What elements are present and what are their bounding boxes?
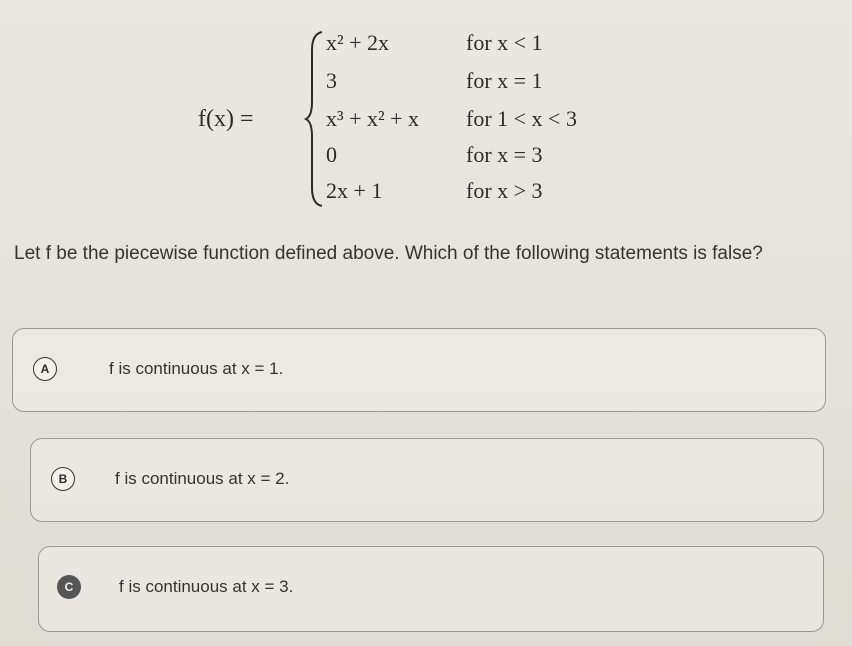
case-cond-4: for x = 3 xyxy=(466,142,543,167)
case-cond-1: for x < 1 xyxy=(466,30,543,55)
left-brace xyxy=(304,30,326,208)
option-text-c: f is continuous at x = 3. xyxy=(119,577,294,596)
case-expr-4: 0 xyxy=(326,142,337,167)
function-lhs xyxy=(198,106,254,133)
case-cond-2: for x = 1 xyxy=(466,68,543,93)
question-text: Let f be the piecewise function defined above. Which of the following statements is false? xyxy=(14,243,763,264)
case-cond-5: for x > 3 xyxy=(466,178,543,203)
case-expr-5: 2x + 1 xyxy=(326,178,383,203)
option-letter-b: B xyxy=(51,467,75,491)
answer-option-c[interactable] xyxy=(38,546,824,632)
case-expr-1: x² + 2x xyxy=(326,30,390,55)
case-expr-2: 3 xyxy=(326,68,337,93)
option-text-a: f is continuous at x = 1. xyxy=(109,359,284,378)
option-letter-c: C xyxy=(57,575,81,599)
function-lhs-text: f(x) = xyxy=(198,106,254,132)
answer-option-a[interactable] xyxy=(12,328,826,412)
answer-option-b[interactable] xyxy=(30,438,824,522)
option-letter-a: A xyxy=(33,357,57,381)
option-text-b: f is continuous at x = 2. xyxy=(115,469,290,488)
case-expr-3: x³ + x² + x xyxy=(326,106,420,131)
case-cond-3: for 1 < x < 3 xyxy=(466,106,577,131)
piecewise-function xyxy=(198,28,638,208)
